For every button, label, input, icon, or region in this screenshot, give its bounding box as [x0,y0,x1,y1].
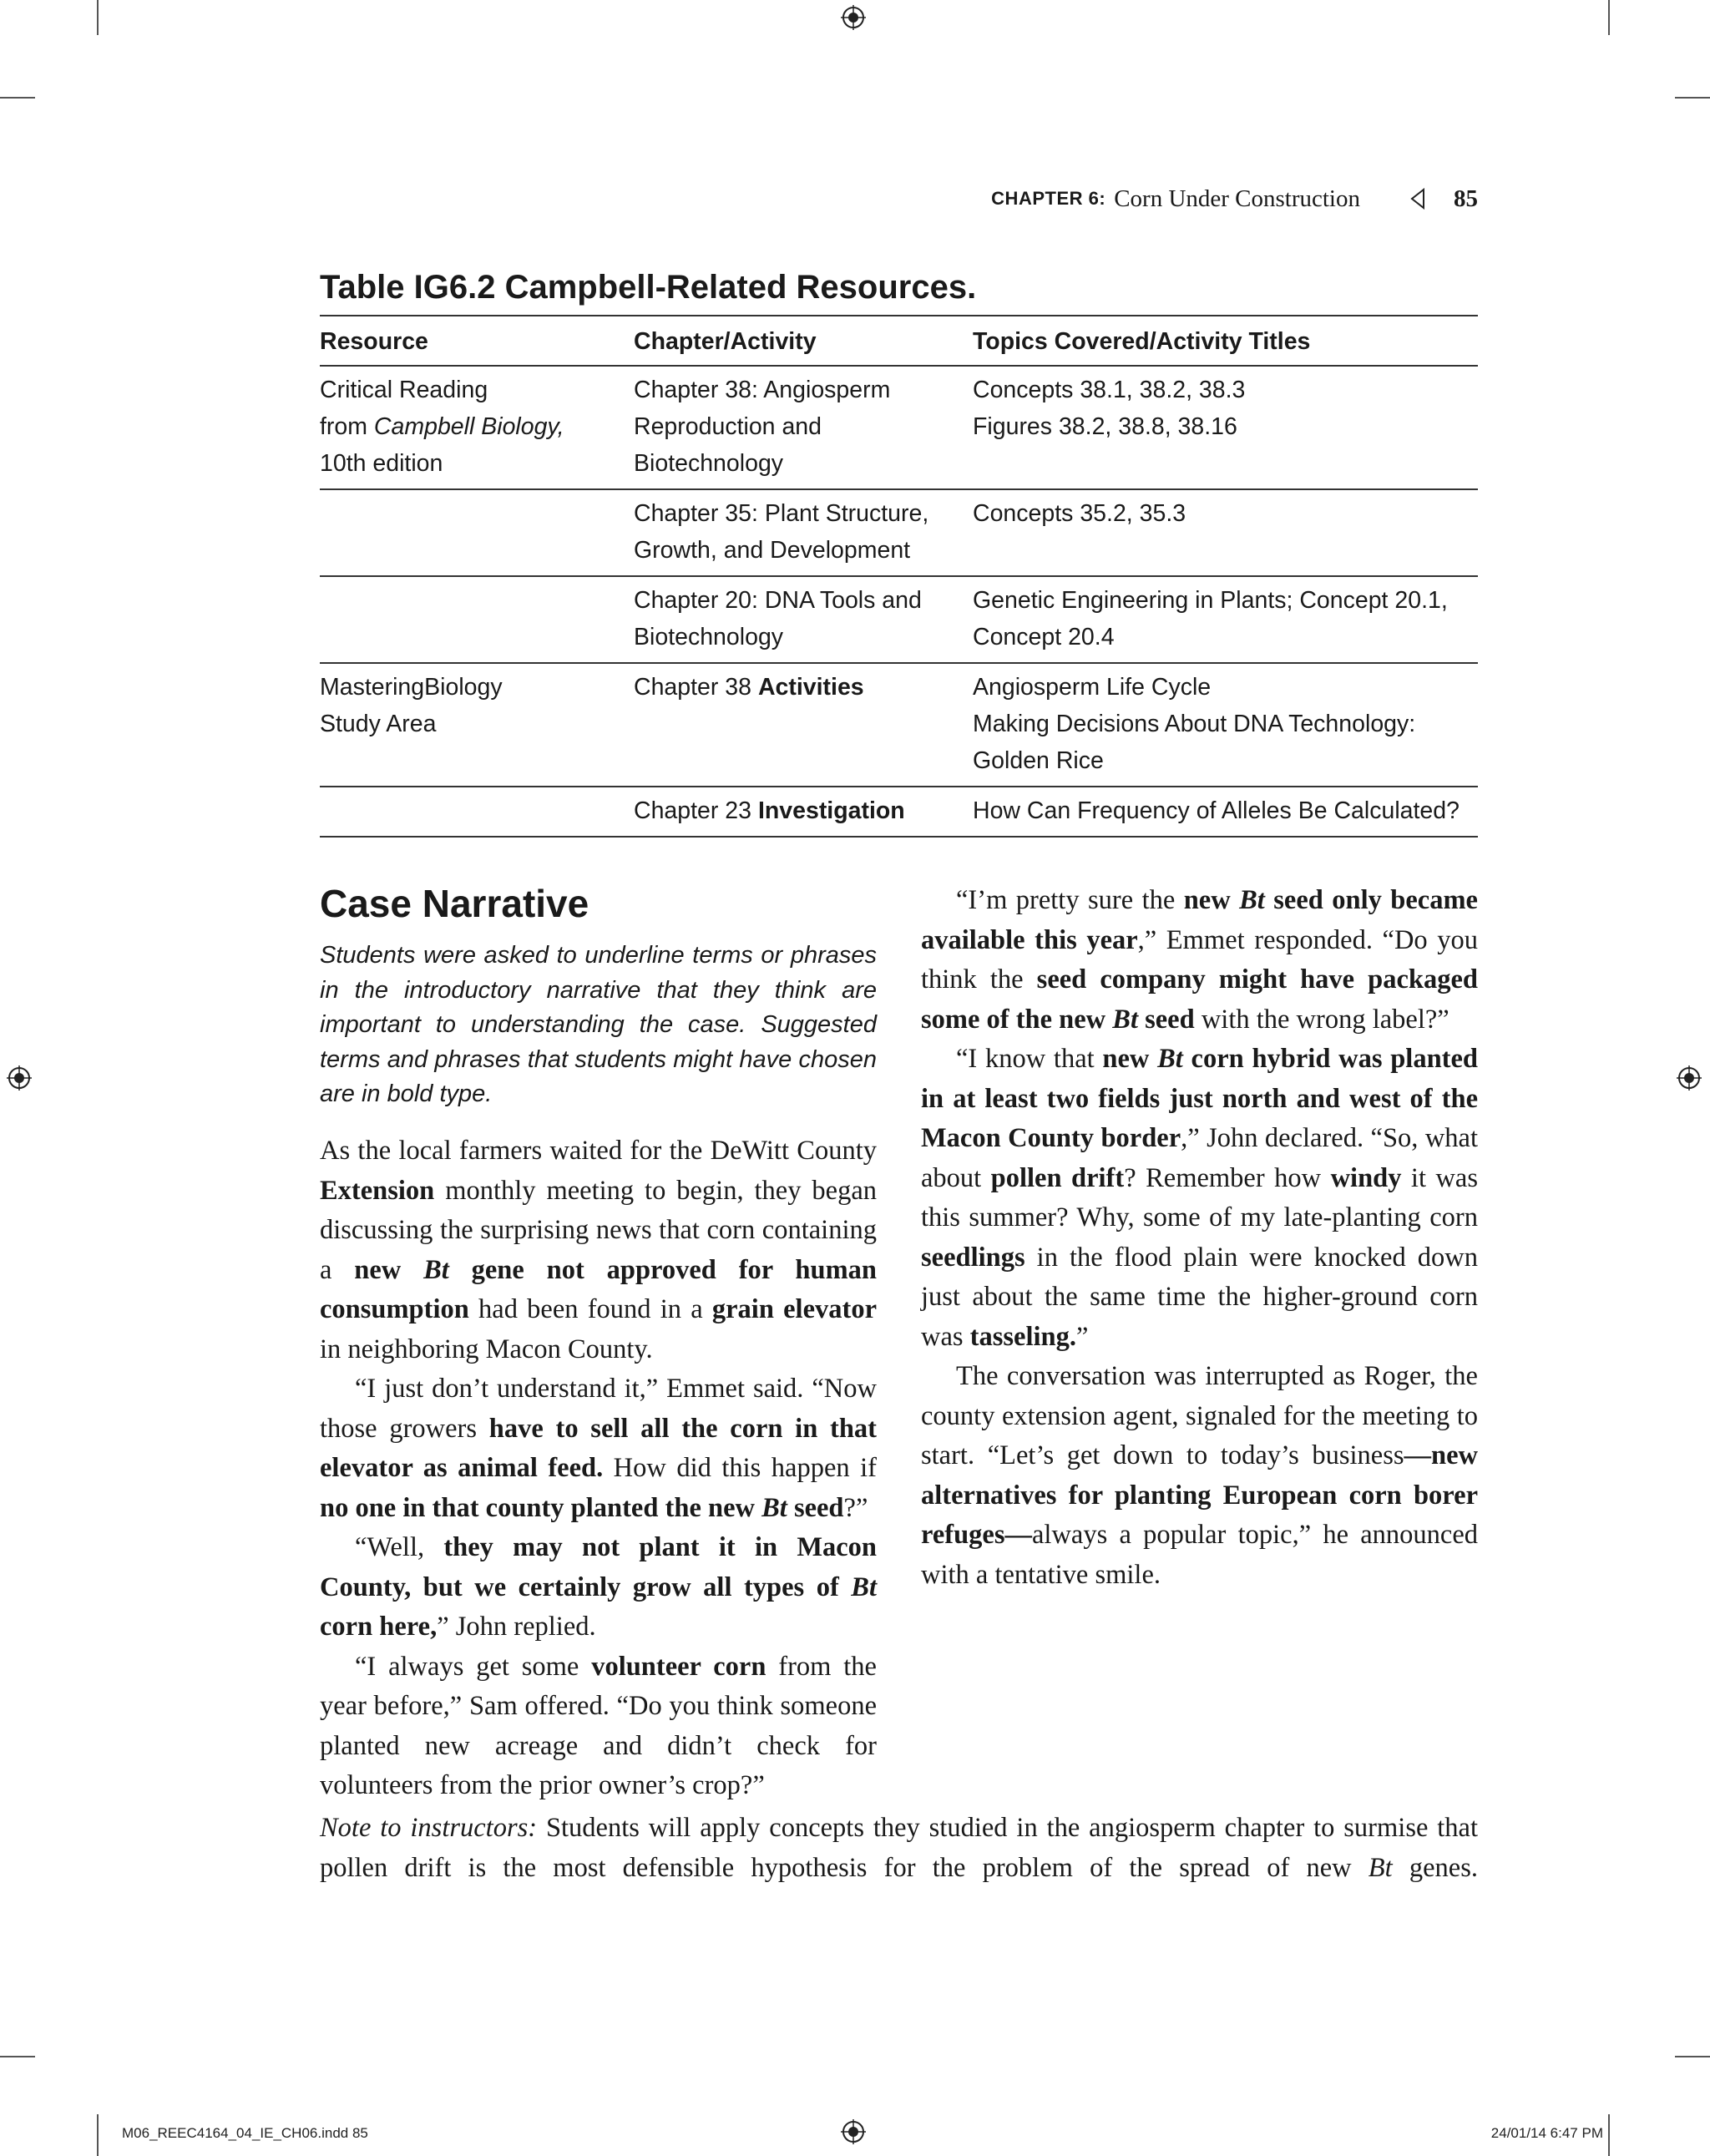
registration-mark-icon [7,1065,32,1091]
table-row [320,787,1478,837]
table-cell: Chapter 38: Angiosperm Reproduction and Biotechnology [634,366,973,489]
paragraph: The conversation was interrupted as Roger, the county extension agent, signaled for the meeting to start. “Let’s get down to today’s business—new alternatives for planting European corn borer refuges—always a popular topic,” he announced with a tentative smile. [921,1361,1478,1590]
case-intro: Students were asked to underline terms or phrases in the introductory narrative that they think are important to understanding the case. Suggested terms and phrases that students might have chosen are in bold type. [320,942,877,1107]
column-header: Chapter/Activity [634,316,973,366]
crop-mark [1675,2056,1710,2057]
paragraph: “Well, they may not plant it in Macon County, but we certainly grow all types of Bt corn here,” John replied. [320,1532,877,1642]
table-cell: Genetic Engineering in Plants; Concept 20.1, Concept 20.4 [973,576,1478,663]
narrative-column-right [921,881,1478,1595]
crop-mark [0,97,35,99]
footer-timestamp: 24/01/14 6:47 PM [1490,2125,1603,2141]
table-row [320,663,1478,787]
table-cell: Critical Reading from Campbell Biology, 10th edition [320,366,634,489]
crop-mark [1608,0,1610,35]
triangle-marker-icon [1410,188,1425,210]
crop-mark [1608,2114,1610,2156]
table-cell: Chapter 35: Plant Structure, Growth, and Development [634,489,973,576]
crop-mark [97,2114,99,2156]
column-header: Topics Covered/Activity Titles [973,316,1478,366]
instructor-note: Note to instructors: Students will apply concepts they studied in the angiosperm chapter to surmise that pollen drift is the most defensible hypothesis for the problem of the spread of new Bt genes. [320,1813,1478,1883]
table-cell: Concepts 38.1, 38.2, 38.3 Figures 38.2, 38.8, 38.16 [973,366,1478,489]
table-title: Table IG6.2 Campbell-Related Resources. [320,269,977,306]
running-header [960,182,1478,215]
registration-mark-icon [841,2119,866,2144]
table-row [320,576,1478,663]
crop-mark [0,2056,35,2057]
registration-mark-icon [1677,1065,1702,1091]
table-cell [320,576,634,663]
table-row [320,366,1478,489]
paragraph: “I know that new Bt corn hybrid was planted in at least two fields just north and west of the Macon County border,” John declared. “So, what about pollen drift? Remember how windy it was this summer? Why, some of my late-planting corn seedlings in the flood plain were knocked down just about the same time the higher-ground corn was tasseling.” [921,1044,1478,1352]
page-number: 85 [1454,185,1478,212]
table-cell: MasteringBiology Study Area [320,663,634,787]
column-header: Resource [320,316,634,366]
table-cell: Chapter 23 Investigation [634,787,973,837]
paragraph: As the local farmers waited for the DeWitt County Extension monthly meeting to begin, they began discussing the surprising news that corn containing a new Bt gene not approved for human consumption had been found in a grain elevator in neighboring Macon County. [320,1136,877,1364]
table-row [320,489,1478,576]
table-header-row [320,316,1478,366]
registration-mark-icon [841,5,866,30]
table-cell [320,489,634,576]
table-cell: Chapter 20: DNA Tools and Biotechnology [634,576,973,663]
chapter-label: CHAPTER 6: [991,188,1106,209]
resources-table [320,315,1478,838]
table-cell [320,787,634,837]
table-cell: How Can Frequency of Alleles Be Calculated? [973,787,1478,837]
table-cell: Concepts 35.2, 35.3 [973,489,1478,576]
paragraph: “I just don’t understand it,” Emmet said. “Now those growers have to sell all the corn in that elevator as animal feed. How did this happen if no one in that county planted the new Bt seed?” [320,1374,877,1523]
table-cell: Chapter 38 Activities [634,663,973,787]
crop-mark [97,0,99,35]
footer-filename: M06_REEC4164_04_IE_CH06.indd 85 [122,2125,368,2141]
section-heading: Case Narrative [320,882,589,925]
chapter-title: Corn Under Construction [1114,185,1360,212]
table-cell: Angiosperm Life Cycle Making Decisions About DNA Technology: Golden Rice [973,663,1478,787]
narrative-column-left [320,1131,877,1806]
paragraph: “I’m pretty sure the new Bt seed only became available this year,” Emmet responded. “Do you think the seed company might have packaged some of the new Bt seed with the wrong label?” [921,885,1479,1035]
crop-mark [1675,97,1710,99]
paragraph: “I always get some volunteer corn from the year before,” Sam offered. “Do you think someone planted new acreage and didn’t check for volunteers from the prior owner’s crop?” [320,1651,877,1800]
